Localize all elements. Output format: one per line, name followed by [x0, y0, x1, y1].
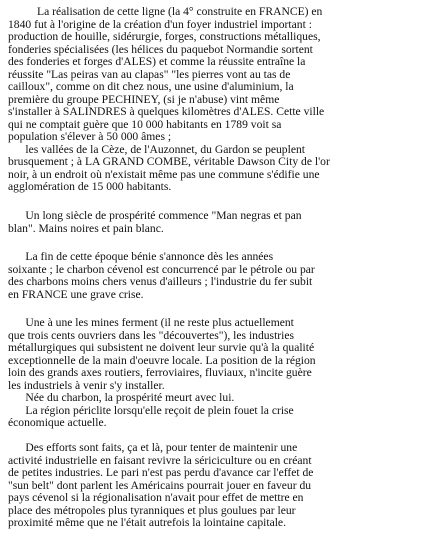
text-line: brusquement ; à LA GRAND COMBE, véritable Dawson City de l'or	[8, 155, 330, 168]
text-line: les industriels à venir s'y installer.	[8, 378, 165, 392]
text-line: production de houille, sidérurgie, forges, constructions métalliques,	[8, 30, 321, 43]
paragraph-revival-efforts	[8, 442, 432, 530]
text-line: activité industrielle en faisant revivre la sériciculture ou en créant	[8, 453, 312, 467]
paragraph-prosperity	[8, 210, 432, 235]
text-line: métallurgiques qui subsistent ne doivent leur survie qu'à la qualité	[8, 341, 315, 354]
text-line: proximité même que ne l'était autrefois la lointaine capitale.	[8, 516, 286, 529]
text-line: blan". Mains noires et pain blanc.	[8, 221, 164, 235]
text-line: réussite "Las peiras van au clapas" "les pierres vont au tas de	[8, 67, 291, 81]
text-line: soixante ; le charbon cévenol est concurrencé par le pétrole ou par	[8, 262, 315, 276]
text-line: loin des grands axes routiers, ferroviaires, fluviaux, n'incite guère	[8, 366, 312, 379]
text-line: exceptionnelle de la main d'oeuvre locale. La position de la région	[8, 353, 316, 367]
text-line: 1840 fut à l'origine de la création d'un foyer industriel important :	[8, 17, 312, 31]
paragraph-decline	[8, 251, 432, 301]
text-line: en FRANCE une grave crise.	[8, 287, 144, 301]
text-line: des fonderies et forges d'ALES) et comme la réussite entraîne la	[8, 55, 306, 68]
text-line: économique actuelle.	[8, 416, 107, 429]
text-line: La réalisation de cette ligne (la 4° construite en FRANCE) en	[8, 5, 323, 18]
text-line: Des efforts sont faits, ça et là, pour tenter de maintenir une	[8, 441, 298, 454]
text-line: noir, à un endroit où n'existait même pas une commune s'édifie une	[8, 167, 320, 181]
text-line: Une à une les mines ferment (il ne reste plus actuellement	[8, 316, 294, 329]
text-line: La fin de cette époque bénie s'annonce dès les années	[8, 250, 274, 263]
text-line: qui ne comptait guère que 10 000 habitants en 1789 voit sa	[8, 117, 282, 131]
text-line: première du groupe PECHINEY, (si je n'abuse) vint même	[8, 92, 280, 106]
text-line: des charbons moins chers venus d'ailleurs ; l'industrie du fer subit	[8, 275, 313, 288]
text-line: les vallées de la Cèze, de l'Auzonnet, du Gardon se peuplent	[8, 142, 305, 156]
paragraph-mine-closures	[8, 317, 432, 430]
text-line: Née du charbon, la prospérité meurt avec lui.	[8, 391, 235, 404]
text-line: place des métropoles plus tyranniques et plus goulues par leur	[8, 503, 296, 517]
text-line: La région périclite lorsqu'elle reçoit de plein fouet la crise	[8, 403, 294, 417]
text-line: de petites industries. Le pari n'est pas perdu d'avance car l'effet de	[8, 466, 314, 479]
text-line: population s'élever à 50 000 âmes ;	[8, 130, 172, 143]
text-line: que trois cents ouvriers dans les "découvertes"), les industries	[8, 328, 295, 342]
text-line: "sun belt" dont parlent les Américains pourrait jouer en faveur du	[8, 478, 312, 492]
text-line: agglomération de 15 000 habitants.	[8, 180, 172, 193]
text-line: pays cévenol si la régionalisation n'avait pour effet de mettre en	[8, 491, 304, 504]
paragraph-industrial-origins	[8, 6, 432, 194]
text-line: cailloux", comme on dit chez nous, une usine d'aluminium, la	[8, 80, 294, 93]
text-line: Un long siècle de prospérité commence "Man negras et pan	[8, 209, 302, 222]
text-line: fonderies spécialisées (les hélices du paquebot Normandie sortent	[8, 42, 313, 56]
text-line: s'installer à SALINDRES à quelques kilomètres d'ALES. Cette ville	[8, 105, 325, 118]
